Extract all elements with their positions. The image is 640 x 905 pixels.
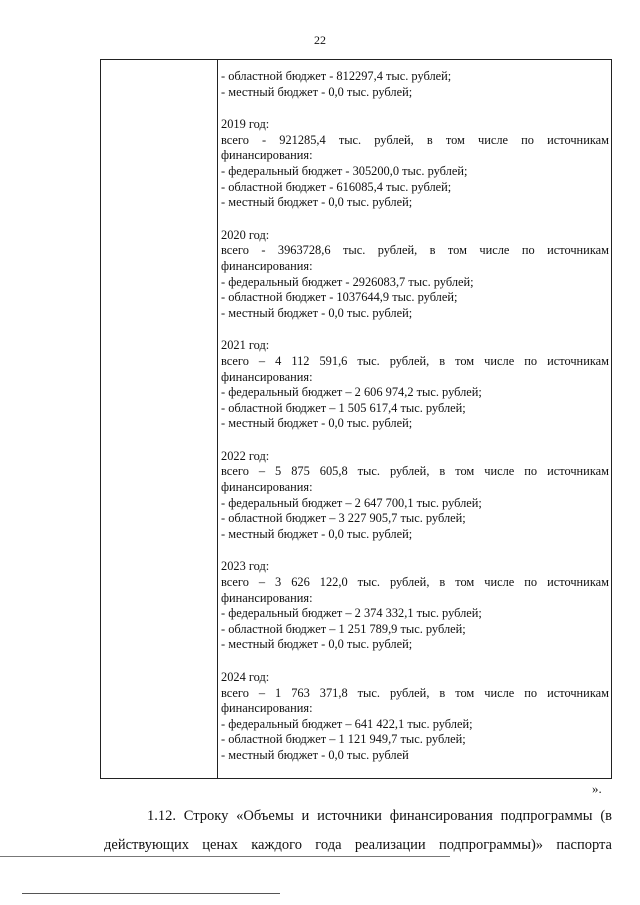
year-total-cont: финансирования: [221, 590, 313, 605]
table-left-cell [101, 60, 218, 778]
year-total-cont: финансирования: [221, 701, 313, 716]
regional-budget: - областной бюджет – 1 251 789,9 тыс. рублей; [221, 621, 466, 636]
local-budget: - местный бюджет - 0,0 тыс. рублей; [221, 195, 413, 210]
regional-budget: - областной бюджет – 3 227 905,7 тыс. рублей; [221, 511, 466, 526]
page-number: 22 [314, 33, 326, 47]
local-budget: - местный бюджет - 0,0 тыс. рублей [221, 747, 409, 762]
year-total: всего – 3 626 122,0 тыс. рублей, в том числе по источникам [221, 575, 609, 590]
federal-budget: - федеральный бюджет - 2926083,7 тыс. рублей; [221, 274, 474, 289]
scan-rule-line-bottom [22, 893, 280, 894]
year-total-cont: финансирования: [221, 480, 313, 495]
federal-budget: - федеральный бюджет – 2 647 700,1 тыс. рублей; [221, 495, 482, 510]
year-heading: 2022 год: [221, 448, 270, 463]
leading-local-budget: - местный бюджет - 0,0 тыс. рублей; [221, 84, 413, 99]
closing-quote: ». [592, 781, 602, 796]
year-total-cont: финансирования: [221, 369, 313, 384]
table-right-cell [221, 69, 609, 764]
federal-budget: - федеральный бюджет – 641 422,1 тыс. рублей; [221, 716, 473, 731]
local-budget: - местный бюджет - 0,0 тыс. рублей; [221, 526, 413, 541]
regional-budget: - областной бюджет – 1 505 617,4 тыс. рублей; [221, 400, 466, 415]
local-budget: - местный бюджет - 0,0 тыс. рублей; [221, 637, 413, 652]
scan-rule-line [0, 856, 450, 857]
paragraph-line-2: действующих ценах каждого года реализации подпрограммы)» паспорта [104, 837, 612, 853]
year-total: всего – 5 875 605,8 тыс. рублей, в том числе по источникам [221, 464, 609, 479]
year-heading: 2019 год: [221, 117, 270, 132]
federal-budget: - федеральный бюджет - 305200,0 тыс. рублей; [221, 163, 468, 178]
regional-budget: - областной бюджет - 1037644,9 тыс. рублей; [221, 290, 458, 305]
leading-regional-budget: - областной бюджет - 812297,4 тыс. рублей; [221, 69, 452, 83]
year-total-cont: финансирования: [221, 258, 313, 273]
year-heading: 2024 год: [221, 670, 270, 684]
year-heading: 2020 год: [221, 227, 270, 242]
year-total-cont: финансирования: [221, 148, 313, 163]
year-total: всего - 921285,4 тыс. рублей, в том числе по источникам [221, 132, 609, 147]
regional-budget: - областной бюджет - 616085,4 тыс. рублей; [221, 179, 452, 194]
regional-budget: - областной бюджет – 1 121 949,7 тыс. рублей; [221, 732, 466, 747]
financing-table [100, 59, 612, 779]
year-heading: 2023 год: [221, 559, 270, 574]
year-total: всего – 4 112 591,6 тыс. рублей, в том числе по источникам [221, 353, 609, 368]
local-budget: - местный бюджет - 0,0 тыс. рублей; [221, 416, 413, 431]
federal-budget: - федеральный бюджет – 2 606 974,2 тыс. рублей; [221, 385, 482, 400]
paragraph-line-1: 1.12. Строку «Объемы и источники финансирования подпрограммы (в [147, 808, 612, 824]
year-total: всего – 1 763 371,8 тыс. рублей, в том числе по источникам [221, 685, 609, 700]
year-heading: 2021 год: [221, 338, 270, 353]
local-budget: - местный бюджет - 0,0 тыс. рублей; [221, 305, 413, 320]
year-total: всего - 3963728,6 тыс. рублей, в том числе по источникам [221, 243, 609, 258]
federal-budget: - федеральный бюджет – 2 374 332,1 тыс. рублей; [221, 606, 482, 621]
